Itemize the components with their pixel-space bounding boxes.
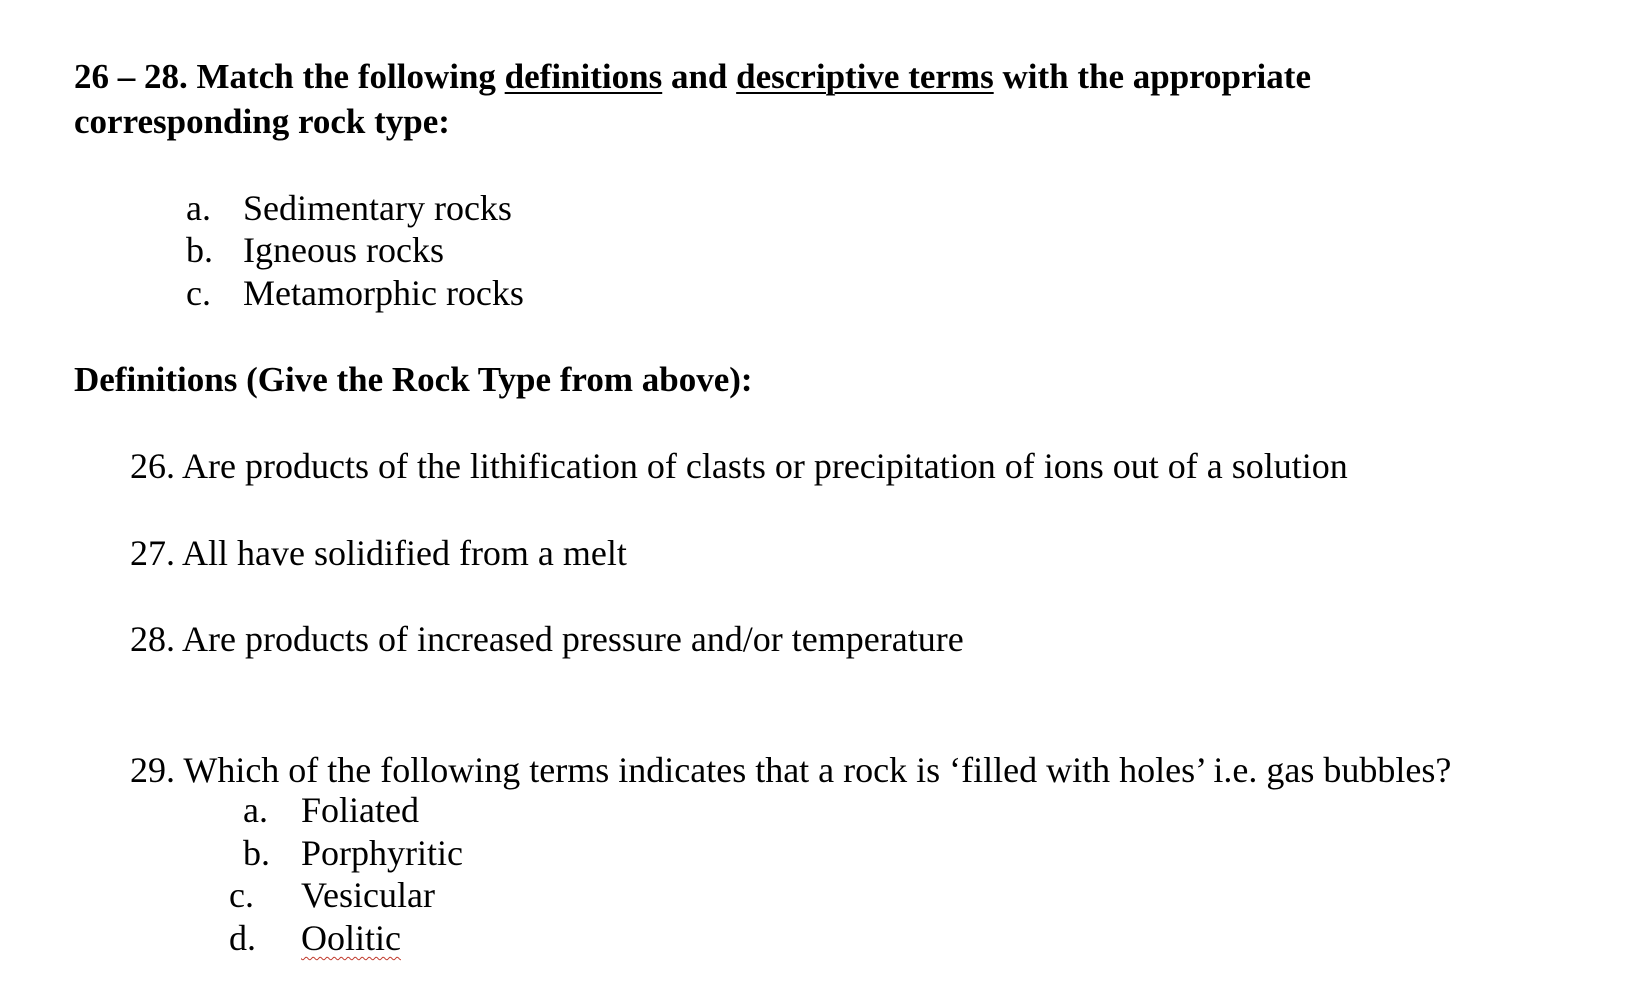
option-marker: a. <box>243 790 268 830</box>
question-26-28-heading <box>74 59 1311 94</box>
rock-type-marker: c. <box>186 273 211 313</box>
question-26-28-heading-line2: corresponding rock type: <box>74 102 450 141</box>
option-marker: b. <box>243 833 270 873</box>
heading-descriptive-terms: descriptive terms <box>736 57 994 96</box>
definitions-heading: Definitions (Give the Rock Type from above): <box>74 360 753 399</box>
heading-prefix: 26 – 28. Match the following <box>74 57 505 96</box>
definition-item: 26. Are products of the lithification of clasts or precipitation of ions out of a solution <box>130 446 1348 486</box>
heading-definitions-term: definitions <box>504 57 663 96</box>
question-29-prompt: 29. Which of the following terms indicates that a rock is ‘filled with holes’ i.e. gas bubbles? <box>130 750 1452 790</box>
rock-type-label: Metamorphic rocks <box>243 273 524 313</box>
definition-item: 28. Are products of increased pressure and/or temperature <box>130 619 964 659</box>
option-label: Foliated <box>301 790 419 830</box>
definition-item: 27. All have solidified from a melt <box>130 533 627 573</box>
rock-type-marker: b. <box>186 230 213 270</box>
rock-type-label: Igneous rocks <box>243 230 444 270</box>
rock-type-marker: a. <box>186 188 211 228</box>
heading-and: and <box>662 57 737 96</box>
option-label: Oolitic <box>301 918 401 958</box>
option-marker: d. <box>229 918 256 958</box>
option-marker: c. <box>229 875 254 915</box>
heading-suffix: with the appropriate <box>993 57 1311 96</box>
option-label: Porphyritic <box>301 833 463 873</box>
rock-type-label: Sedimentary rocks <box>243 188 512 228</box>
option-label: Vesicular <box>301 875 435 915</box>
